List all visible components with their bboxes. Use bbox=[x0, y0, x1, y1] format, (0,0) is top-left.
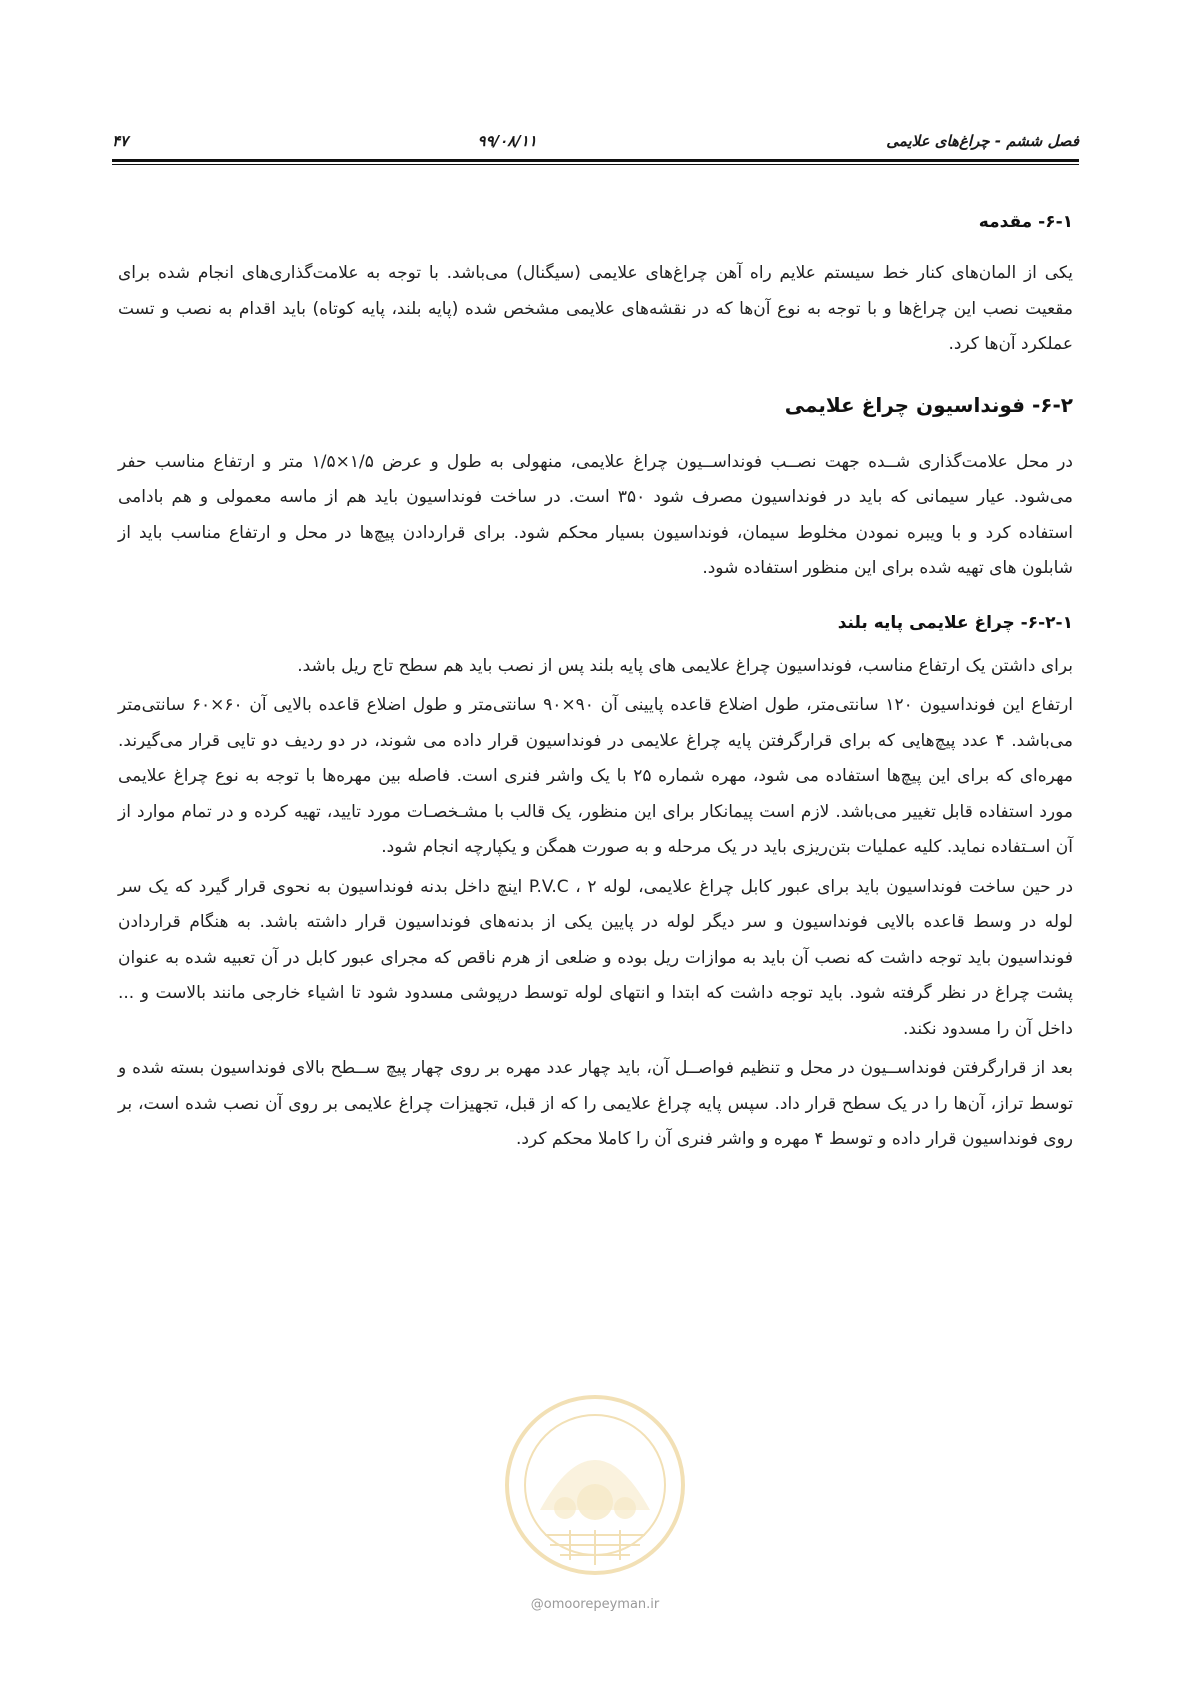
tall-signal-paragraph-2: ارتفاع این فونداسیون ۱۲۰ سانتی‌متر، طول اضلاع قاعده پایینی آن ۹۰×۹۰ سانتی‌متر و طول اضلاع قاعده بالایی آن ۶۰×۶۰ سانتی‌متر می‌باشد. ۴ عدد پیچ‌هایی که برای قرارگرفتن پایه چراغ علایمی در فونداسیون قرار داده می شوند، در دو ردیف دو تایی قرار می‌گیرند. مهره‌ای که برای این پیچ‌ها استفاده می شود، مهره شماره ۲۵ با یک واشر فنری است. فاصله بین مهره‌ها با توجه به نوع چراغ علایمی مورد استفاده قابل تغییر می‌باشد. لازم است پیمانکار برای این منظور، یک قالب با مشـخصـات مورد تایید، تهیه کرده و در تمام موارد از آن اسـتفاده نماید. کلیه عملیات بتن‌ریزی باید در یک مرحله و به صورت همگن و یکپارچه انجام شود. bbox=[118, 695, 1074, 857]
header-date: ۹۹/۰۸/۱۱ bbox=[477, 132, 537, 150]
tall-signal-paragraph-1: برای داشتن یک ارتفاع مناسب، فونداسیون چراغ علایمی های پایه بلند پس از نصب باید هم سطح تاج ریل باشد. bbox=[297, 655, 1073, 676]
watermark-logo-icon bbox=[500, 1390, 690, 1580]
tall-signal-paragraph-3: در حین ساخت فونداسیون باید برای عبور کابل چراغ علایمی، لوله P.V.C ، ۲ اینچ داخل بدنه فونداسیون به نحوی قرار گیرد که یک سر لوله در وسط قاعده بالایی فونداسیون و سر دیگر لوله در پایین یکی از بدنه‌های فونداسیون قرار داشته باشد. به هنگام قراردادن فونداسیون باید توجه داشت که نصب آن باید به موازات ریل بوده و ضلعی از هرم ناقص که مجرای عبور کابل در آن تعبیه شده به عنوان پشت چراغ در نظر گرفته شود. باید توجه داشت که ابتدا و انتهای لوله توسط درپوشی مسدود شود تا اشیاء خارجی مانند بالاست و ... داخل آن را مسدود نکند. bbox=[118, 876, 1074, 1039]
tall-signal-paragraph-4: بعد از قرارگرفتن فونداســیون در محل و تنظیم فواصــل آن، باید چهار عدد مهره بر روی چهار پیچ ســطح بالای فونداسیون بسته شده و توسط تراز، آن‌ها را در یک سطح قرار داد. سپس پایه چراغ علایمی را که از قبل، تجهیزات چراغ علایمی بر روی آن نصب شده است، بر روی فونداسیون قرار داده و توسط ۴ مهره و واشر فنری آن را کاملا محکم کرد. bbox=[118, 1058, 1073, 1149]
watermark-url: @omoorepeyman.ir bbox=[530, 1597, 660, 1612]
chapter-title: فصل ششم - چراغ‌های علایمی bbox=[886, 132, 1079, 150]
header-rule bbox=[112, 159, 1079, 167]
section-heading-tall-signal: ۶-۲-۱- چراغ علایمی پایه بلند bbox=[837, 612, 1073, 633]
intro-paragraph: یکی از المان‌های کنار خط سیستم علایم راه آهن چراغ‌های علایمی (سیگنال) می‌باشد. با توجه به علامت‌گذاری‌های انجام شده برای مقعیت نصب این چراغ‌ها و با توجه به نوع آن‌ها که در نقشه‌های علایمی مشخص شده (پایه بلند، پایه کوتاه) باید اقدام به نصب و تست عملکرد آن‌ها کرد. bbox=[118, 263, 1073, 354]
foundation-paragraph: در محل علامت‌گذاری شــده جهت نصــب فونداســیون چراغ علایمی، منهولی به طول و عرض ۱/۵×۱/۵ متر و ارتفاع مناسب حفر می‌شود. عیار سیمانی که باید در فونداسیون مصرف شود ۳۵۰ است. در ساخت فونداسیون باید هم از ماسه معمولی و هم بادامی استفاده کرد و با ویبره نمودن مخلوط سیمان، فونداسیون بسیار محکم شود. برای قراردادن پیچ‌ها در محل و ارتفاع مناسب باید از شابلون های تهیه شده برای این منظور استفاده شود. bbox=[118, 451, 1073, 578]
section-heading-intro: ۶-۱- مقدمه bbox=[978, 212, 1073, 232]
document-body bbox=[118, 212, 1073, 1158]
page-header bbox=[112, 128, 1079, 154]
section-heading-foundation: ۶-۲- فونداسیون چراغ علایمی bbox=[784, 392, 1073, 417]
page-number: ۴۷ bbox=[112, 132, 129, 150]
